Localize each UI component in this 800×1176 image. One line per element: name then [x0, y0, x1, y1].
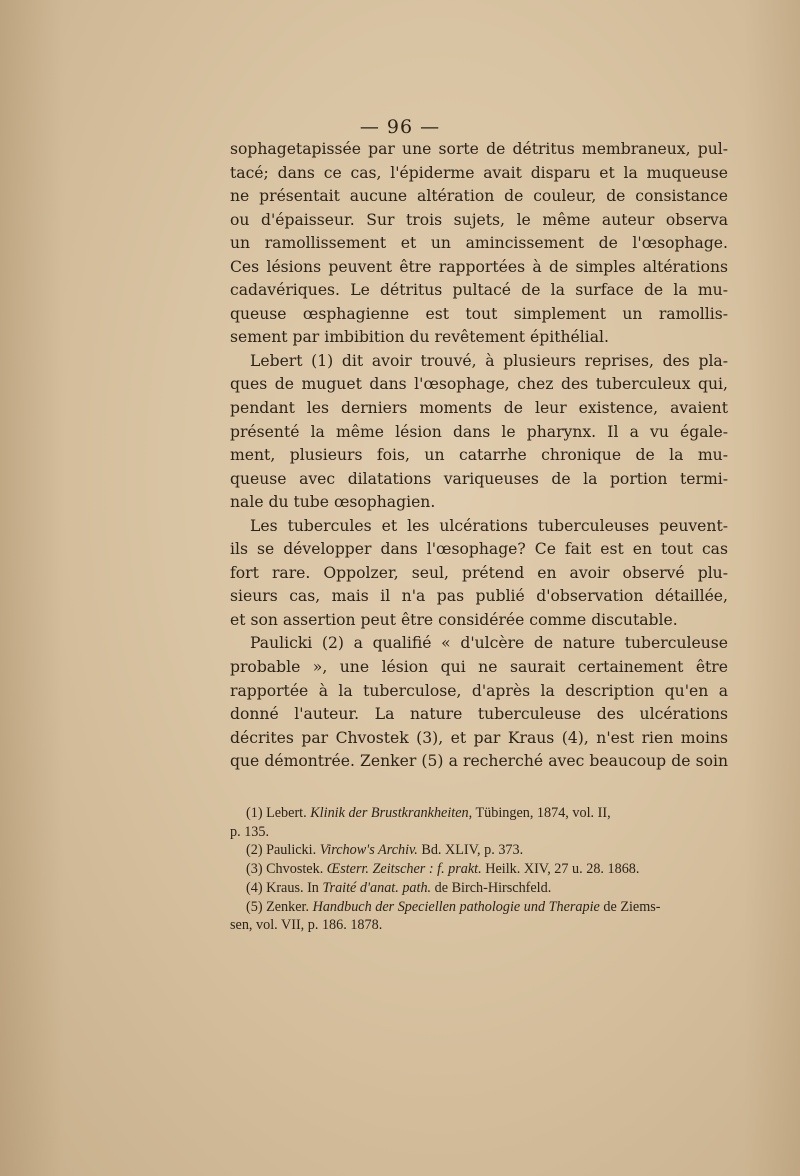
text-line: ques de muguet dans l'œsophage, chez des tuberculeux qui, — [230, 375, 728, 394]
footnote — [230, 804, 728, 823]
footnote — [230, 916, 728, 935]
footnote-tail: , Tübingen, 1874, vol. II, — [468, 805, 611, 821]
footnote-title: Traité d'anat. path. — [322, 879, 432, 896]
footnote-tail: Heilk. XIV, 27 u. 28. 1868. — [481, 861, 640, 878]
footnote — [230, 860, 728, 879]
footnote-tail: de Birch-Hirschfeld. — [431, 879, 552, 896]
text-line: fort rare. Oppolzer, seul, prétend en avoir observé plu- — [230, 563, 728, 582]
text-line: tacé; dans ce cas, l'épiderme avait disparu et la muqueuse — [230, 163, 728, 182]
text-line: un ramollissement et un amincissement de l'œsophage. — [230, 234, 728, 253]
text-line: présenté la même lésion dans le pharynx. Il a vu égale- — [230, 422, 728, 441]
footnote-tail: de Ziems- — [599, 898, 661, 915]
page-number: — 96 — — [359, 116, 441, 138]
footnote — [230, 879, 728, 898]
text-line: sieurs cas, mais il n'a pas publié d'observation détaillée, — [230, 587, 728, 606]
text-line: probable », une lésion qui ne saurait certainement être — [230, 658, 728, 677]
text-line: décrites par Chvostek (3), et par Kraus (4), n'est rien moins — [230, 728, 728, 747]
text-line: pendant les derniers moments de leur existence, avaient — [230, 399, 728, 418]
footnote — [230, 898, 728, 917]
body-text — [230, 138, 728, 774]
footnote — [230, 823, 728, 842]
text-line: Paulicki (2) a qualifié « d'ulcère de nature tuberculeuse — [250, 634, 728, 653]
text-line: ils se développer dans l'œsophage? Ce fait est en tout cas — [230, 540, 728, 559]
text-line: et son assertion peut être considérée comme discutable. — [230, 610, 678, 629]
footnote-lead: sen, vol. VII, p. 186. 1878. — [230, 917, 383, 934]
text-line: Lebert (1) dit avoir trouvé, à plusieurs reprises, des pla- — [250, 351, 728, 370]
text-line: cadavériques. Le détritus pultacé de la surface de la mu- — [230, 281, 728, 300]
text-line: sement par imbibition du revêtement épithélial. — [230, 328, 609, 347]
text-line: ment, plusieurs fois, un catarrhe chronique de la mu- — [230, 446, 728, 465]
text-line: Les tubercules et les ulcérations tuberculeuses peuvent- — [250, 516, 728, 535]
footnote-lead: p. 135. — [230, 823, 270, 840]
text-line: nale du tube œsophagien. — [230, 493, 436, 512]
footnotes — [230, 804, 728, 935]
text-line: queuse œsphagienne est tout simplement un ramollis- — [230, 304, 728, 323]
footnote-title: Virchow's Archiv. — [319, 842, 418, 859]
text-line: queuse avec dilatations variqueuses de la portion termi- — [230, 469, 728, 488]
text-line: sophagetapissée par une sorte de détritus membraneux, pul- — [230, 140, 728, 158]
footnote-lead: (1) Lebert. — [246, 805, 311, 821]
footnote-title: Œsterr. Zeitscher : f. prakt. — [326, 861, 482, 878]
text-line: rapportée à la tuberculose, d'après la description qu'en a — [230, 681, 728, 700]
text-line: ne présentait aucune altération de couleur, de consistance — [230, 187, 728, 206]
footnote-lead: (5) Zenker. — [246, 898, 313, 915]
text-line: Ces lésions peuvent être rapportées à de simples altérations — [230, 257, 728, 276]
footnote-title: Handbuch der Speciellen pathologie und Therapie — [312, 898, 600, 915]
text-line: que démontrée. Zenker (5) a recherché avec beaucoup de soin — [230, 752, 728, 771]
text-line: donné l'auteur. La nature tuberculeuse des ulcérations — [230, 705, 728, 724]
footnote-lead: (2) Paulicki. — [246, 842, 320, 859]
text-line: ou d'épaisseur. Sur trois sujets, le même auteur observa — [230, 210, 728, 229]
footnote-tail: Bd. XLIV, p. 373. — [417, 842, 524, 859]
footnote — [230, 841, 728, 860]
footnote-lead: (3) Chvostek. — [246, 861, 327, 878]
footnote-lead: (4) Kraus. In — [246, 879, 323, 896]
footnote-title: Klinik der Brustkrankheiten — [310, 805, 469, 821]
